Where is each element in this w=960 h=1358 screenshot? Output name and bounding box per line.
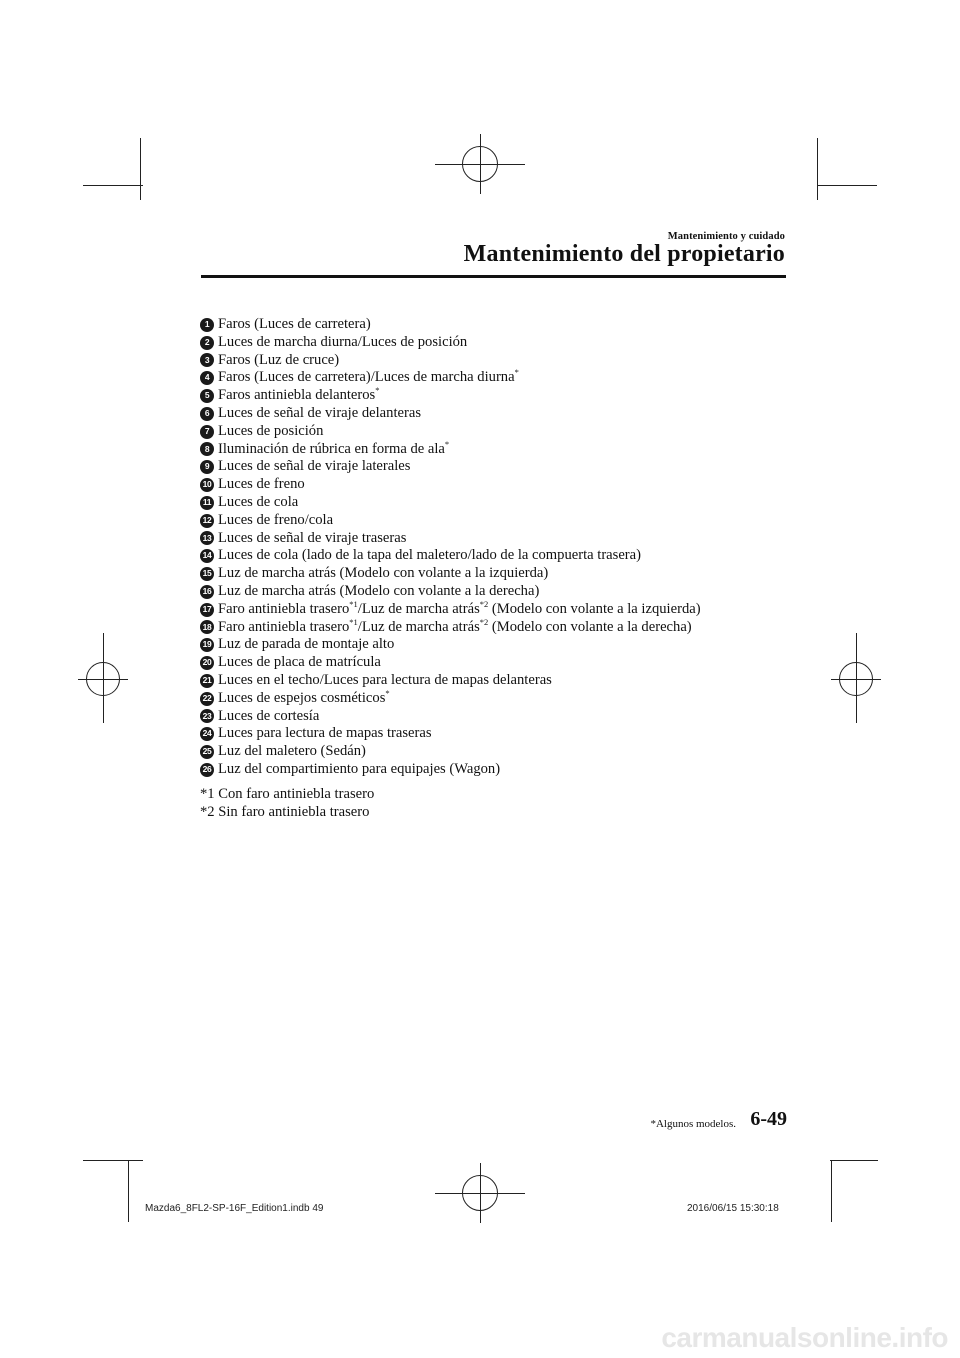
item-number-badge: 5 (200, 389, 214, 403)
list-item (200, 565, 701, 583)
crop-mark (831, 1160, 832, 1222)
item-number-badge: 26 (200, 763, 214, 777)
page-number: 6-49 (750, 1108, 787, 1130)
item-label-text: Faros (Luces de carretera)/Luces de marcha diurna (218, 369, 515, 386)
item-label (218, 405, 421, 423)
item-number-badge: 22 (200, 692, 214, 706)
some-models-marker: * (514, 367, 519, 378)
footnote-ref: *2 (479, 598, 489, 609)
item-label-text: Luces para lectura de mapas traseras (218, 725, 432, 742)
bulb-list (200, 316, 701, 779)
registration-circle (462, 1175, 498, 1211)
item-label-part: Faro antiniebla trasero (218, 618, 350, 635)
item-label (218, 387, 380, 405)
page-title: Mantenimiento del propietario (463, 241, 785, 267)
item-label-text: Luces de cola (lado de la tapa del maletero/lado de la compuerta trasera) (218, 547, 642, 564)
list-item (200, 654, 701, 672)
list-item (200, 494, 701, 512)
registration-circle (839, 662, 873, 696)
section-label: Mantenimiento y cuidado (667, 231, 785, 242)
item-label-text: Luces de espejos cosméticos (218, 689, 386, 706)
item-label-part: /Luz de marcha atrás (357, 618, 480, 635)
item-label-part: (Modelo con volante a la derecha) (488, 618, 692, 635)
item-label-text: Faros (Luces de carretera) (218, 316, 371, 332)
crop-mark (83, 1160, 143, 1161)
item-number-badge: 21 (200, 674, 214, 688)
footnotes (200, 786, 374, 822)
item-label (218, 316, 371, 334)
item-label (218, 530, 406, 548)
footnote: *2 Sin faro antiniebla trasero (200, 803, 370, 820)
footnote-ref: *1 (349, 616, 358, 627)
item-label (218, 743, 366, 761)
item-label-text: Faros (Luz de cruce) (218, 351, 340, 368)
list-item (200, 352, 701, 370)
print-slug-timestamp: 2016/06/15 15:30:18 (687, 1203, 779, 1214)
item-label (218, 423, 323, 441)
item-label-text: Luces de marcha diurna/Luces de posición (218, 333, 468, 350)
item-label-text: Luz del compartimiento para equipajes (Wagon) (218, 760, 501, 777)
item-label-part: Faro antiniebla trasero (218, 600, 350, 617)
crop-mark (128, 1160, 129, 1222)
item-number-badge: 20 (200, 656, 214, 670)
watermark: carmanualsonline.info (661, 1322, 948, 1353)
list-item (200, 438, 701, 459)
footnote-ref: *2 (479, 616, 489, 627)
item-label-part: (Modelo con volante a la izquierda) (488, 600, 701, 617)
item-label (218, 458, 410, 476)
item-label (218, 636, 394, 654)
item-number-badge: 4 (200, 371, 214, 385)
item-number-badge: 15 (200, 567, 214, 581)
list-item (200, 598, 701, 619)
some-models-marker: * (375, 385, 380, 396)
list-item (200, 458, 701, 476)
crop-mark (140, 138, 141, 200)
item-label-text: Faros antiniebla delanteros (218, 387, 376, 404)
item-label (218, 708, 319, 726)
footnote-ref: *1 (349, 598, 358, 609)
header-rule (201, 275, 786, 278)
item-label-text: Luces de cola (218, 493, 299, 510)
crop-mark (830, 1160, 878, 1161)
list-item (200, 725, 701, 743)
list-item (200, 334, 701, 352)
item-label-text: Luces en el techo/Luces para lectura de mapas delanteras (218, 671, 552, 688)
list-item (200, 476, 701, 494)
registration-circle (86, 662, 120, 696)
item-label-text: Luces de señal de viraje delanteras (218, 404, 421, 421)
item-number-badge: 6 (200, 407, 214, 421)
item-label (218, 654, 381, 672)
list-item (200, 687, 701, 708)
item-number-badge: 14 (200, 549, 214, 563)
list-item (200, 530, 701, 548)
item-label (218, 547, 641, 565)
item-label-text: Luces de señal de viraje laterales (218, 458, 411, 475)
item-number-badge: 12 (200, 514, 214, 528)
item-label-text: Luces de freno (218, 476, 305, 493)
print-slug-file: Mazda6_8FL2-SP-16F_Edition1.indb 49 (145, 1203, 324, 1214)
some-models-marker: * (385, 687, 390, 698)
item-label (218, 494, 298, 512)
item-label (218, 616, 692, 637)
item-number-badge: 23 (200, 709, 214, 723)
item-number-badge: 10 (200, 478, 214, 492)
some-models-note: *Algunos modelos. (650, 1118, 736, 1130)
item-number-badge: 16 (200, 585, 214, 599)
list-item (200, 369, 701, 387)
item-number-badge: 8 (200, 442, 214, 456)
item-number-badge: 1 (200, 318, 214, 332)
list-item (200, 405, 701, 423)
item-label (218, 565, 548, 583)
crop-mark (83, 185, 143, 186)
list-item (200, 708, 701, 726)
item-number-badge: 13 (200, 531, 214, 545)
list-item (200, 387, 701, 405)
item-label-part: /Luz de marcha atrás (357, 600, 480, 617)
list-item (200, 761, 701, 779)
list-item (200, 547, 701, 565)
item-label-text: Luces de freno/cola (218, 511, 334, 528)
registration-circle (462, 146, 498, 182)
item-label-text: Luces de señal de viraje traseras (218, 529, 407, 546)
list-item (200, 423, 701, 441)
item-label (218, 334, 467, 352)
some-models-marker: * (444, 438, 450, 449)
item-label-text: Luz de parada de montaje alto (218, 636, 395, 653)
crop-mark (817, 138, 818, 200)
item-label-text: Iluminación de rúbrica en forma de ala (218, 440, 445, 457)
list-item (200, 616, 701, 637)
item-number-badge: 2 (200, 336, 214, 350)
item-label (218, 598, 701, 619)
list-item (200, 512, 701, 530)
item-label-text: Luz de marcha atrás (Modelo con volante a la derecha) (218, 582, 540, 599)
item-label-text: Luces de posición (218, 422, 324, 439)
item-number-badge: 19 (200, 638, 214, 652)
item-number-badge: 3 (200, 353, 214, 367)
item-label-text: Luz de marcha atrás (Modelo con volante a la izquierda) (218, 565, 549, 582)
list-item (200, 672, 701, 690)
item-label (218, 583, 539, 601)
item-label (218, 476, 305, 494)
item-number-badge: 7 (200, 425, 214, 439)
item-label-text: Luces de cortesía (218, 707, 320, 724)
footnote: *1 Con faro antiniebla trasero (200, 786, 375, 802)
crop-mark (817, 185, 877, 186)
item-label (218, 369, 519, 387)
item-label-text: Luz del maletero (Sedán) (218, 743, 366, 760)
item-number-badge: 24 (200, 727, 214, 741)
list-item (200, 316, 701, 334)
item-number-badge: 9 (200, 460, 214, 474)
item-number-badge: 25 (200, 745, 214, 759)
item-label (218, 725, 432, 743)
item-label (218, 687, 390, 708)
item-number-badge: 17 (200, 603, 214, 617)
list-item (200, 636, 701, 654)
list-item (200, 743, 701, 761)
item-label (218, 512, 333, 530)
item-label (218, 438, 450, 459)
item-label (218, 352, 339, 370)
list-item (200, 583, 701, 601)
item-label (218, 761, 500, 779)
item-number-badge: 18 (200, 620, 214, 634)
item-label-text: Luces de placa de matrícula (218, 654, 381, 671)
item-number-badge: 11 (200, 496, 214, 510)
